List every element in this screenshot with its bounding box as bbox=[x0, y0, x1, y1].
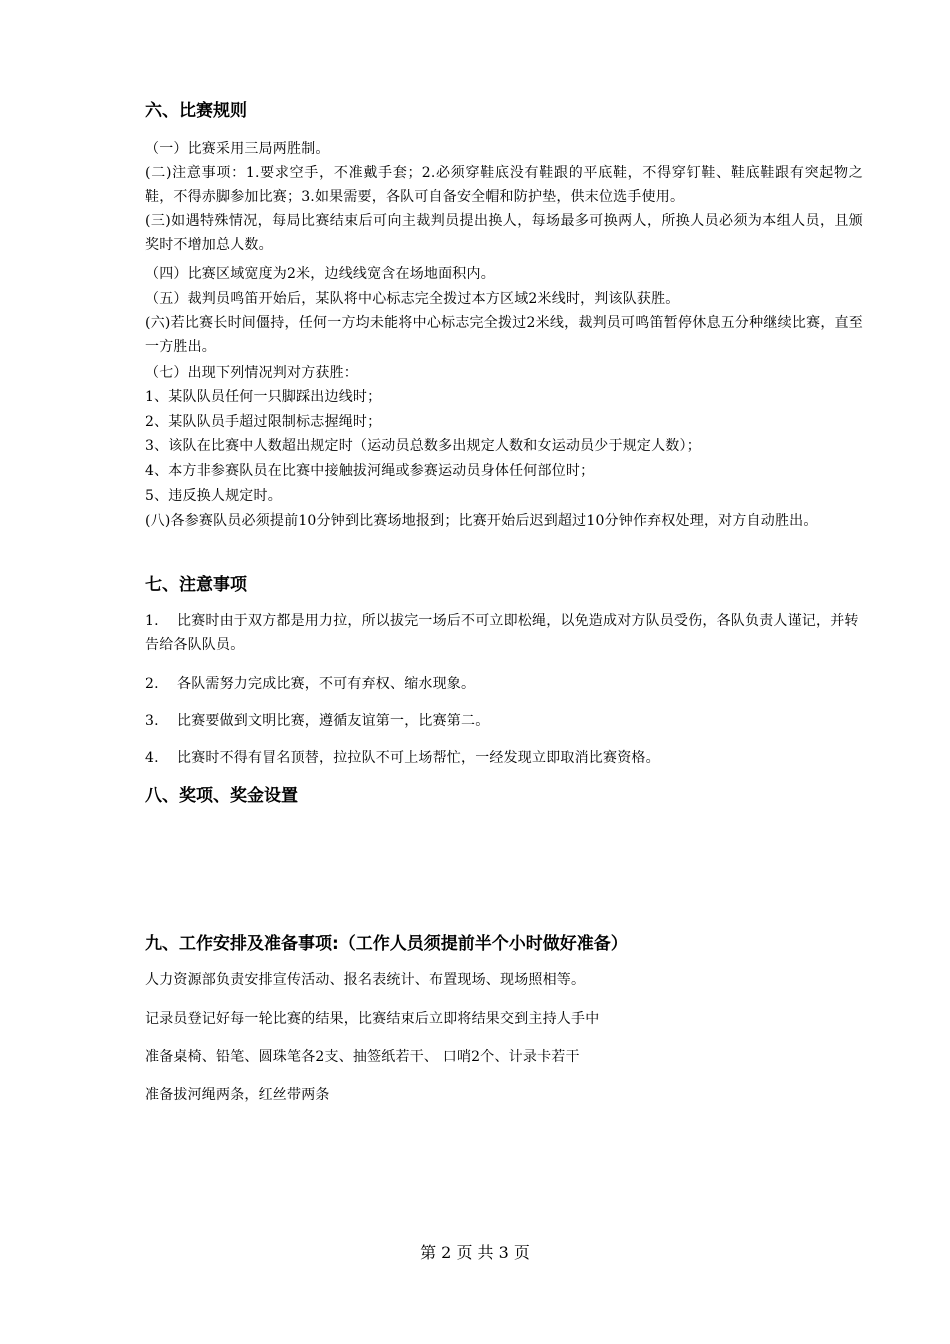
notice-item-3 bbox=[145, 709, 863, 733]
rule-6: (六)若比赛长时间僵持，任何一方均未能将中心标志完全拨过2米线，裁判员可鸣笛暂停休息五分种继续比赛，直至一方胜出。 bbox=[145, 315, 863, 355]
notice-number: 4. bbox=[145, 750, 159, 766]
rule-3: (三)如遇特殊情况，每局比赛结束后可向主裁判员提出换人，每场最多可换两人，所换人员必须为本组人员，且颁奖时不增加总人数。 bbox=[145, 213, 863, 253]
section-8-heading: 八、奖项、奖金设置 bbox=[145, 786, 298, 806]
document-page bbox=[145, 0, 865, 1344]
page-footer: 第 2 页 共 3 页 bbox=[420, 1243, 530, 1262]
rule-7: （七）出现下列情况判对方获胜： bbox=[145, 365, 358, 381]
notice-text: 比赛时由于双方都是用力拉，所以拔完一场后不可立即松绳，以免造成对方队员受伤，各队负责人谨记，并转告给各队队员。 bbox=[145, 613, 859, 653]
rule-7-case-4: 4、本方非参赛队员在比赛中接触拔河绳或参赛运动员身体任何部位时； bbox=[145, 463, 595, 479]
rule-8: (八)各参赛队员必须提前10分钟到比赛场地报到；比赛开始后迟到超过10分钟作弃权处理，对方自动胜出。 bbox=[145, 513, 818, 529]
notice-item-4 bbox=[145, 746, 863, 770]
rule-7-case-1: 1、某队队员任何一只脚踩出边线时； bbox=[145, 389, 382, 405]
notice-item-2 bbox=[145, 672, 863, 696]
notice-text: 比赛时不得有冒名顶替，拉拉队不可上场帮忙，一经发现立即取消比赛资格。 bbox=[177, 750, 660, 766]
notice-number: 3. bbox=[145, 713, 159, 729]
notice-item-1 bbox=[145, 609, 863, 657]
rule-1: （一）比赛采用三局两胜制。 bbox=[145, 141, 330, 157]
rule-4: （四）比赛区域宽度为2米，边线线宽含在场地面积内。 bbox=[145, 266, 495, 282]
work-item-1: 人力资源部负责安排宣传活动、报名表统计、布置现场、现场照相等。 bbox=[145, 972, 586, 988]
section-9-heading: 九、工作安排及准备事项:（工作人员须提前半个小时做好准备） bbox=[145, 934, 628, 954]
rule-7-case-2: 2、某队队员手超过限制标志握绳时； bbox=[145, 414, 382, 430]
work-item-4: 准备拔河绳两条，红丝带两条 bbox=[145, 1087, 330, 1103]
section-7-heading: 七、注意事项 bbox=[145, 575, 247, 595]
notice-text: 各队需努力完成比赛，不可有弃权、缩水现象。 bbox=[177, 676, 476, 692]
notice-text: 比赛要做到文明比赛，遵循友谊第一，比赛第二。 bbox=[177, 713, 490, 729]
work-item-3: 准备桌椅、铅笔、圆珠笔各2支、抽签纸若干、 口哨2个、计录卡若干 bbox=[145, 1049, 580, 1065]
section-6-heading: 六、比赛规则 bbox=[145, 101, 247, 121]
rule-2: (二)注意事项：1.要求空手，不准戴手套；2.必须穿鞋底没有鞋跟的平底鞋，不得穿钉鞋、鞋底鞋跟有突起物之鞋，不得赤脚参加比赛；3.如果需要，各队可自备安全帽和防护垫，供末位选手使用。 bbox=[145, 165, 863, 205]
rule-7-case-3: 3、该队在比赛中人数超出规定时（运动员总数多出规定人数和女运动员少于规定人数）； bbox=[145, 438, 701, 454]
rule-5: （五）裁判员鸣笛开始后，某队将中心标志完全拨过本方区域2米线时，判该队获胜。 bbox=[145, 291, 680, 307]
rule-7-case-5: 5、违反换人规定时。 bbox=[145, 488, 282, 504]
notice-number: 2. bbox=[145, 676, 159, 692]
notice-number: 1. bbox=[145, 613, 159, 629]
work-item-2: 记录员登记好每一轮比赛的结果，比赛结束后立即将结果交到主持人手中 bbox=[145, 1011, 600, 1027]
